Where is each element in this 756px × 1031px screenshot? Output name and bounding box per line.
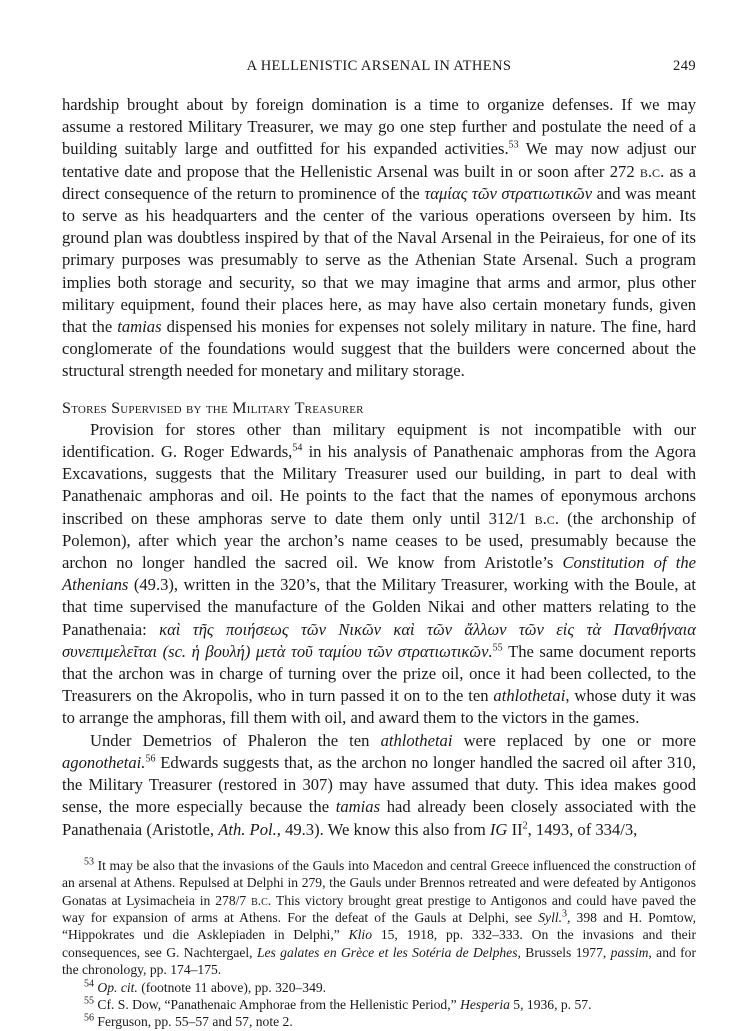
italic-term: tamias — [335, 797, 381, 817]
italic-term: tamias — [117, 317, 162, 337]
text-run: (the archonship of Polemon), after which year the archon’s name ceases to be used, presumably because the archon no longer handled the sacred oil. We know from Aristotle’s — [62, 508, 696, 573]
text-run: , 49.3). We know this also from — [276, 819, 490, 839]
italic-term: athlothetai — [493, 686, 566, 706]
text-run: This victory brought great prestige to Antigonos and could have paved the way for expansion of arms at Athens. For the defeat of the Gauls at Delphi, see — [62, 892, 696, 925]
paragraph-2 — [62, 419, 696, 730]
text-run: II — [507, 819, 523, 839]
work-title: Syll. — [538, 909, 563, 925]
text-run: Ferguson, pp. 55–57 and 57, note 2. — [94, 1014, 293, 1030]
superscript: 3 — [562, 908, 568, 920]
text-run: in his analysis of Panathenaic amphoras from the Agora Excavations, suggests that the Military Treasurer used our building, in part to deal with Panathenaic amphoras and oil. He points to the fact that the names of eponymous archons inscribed on these amphoras serve to date them only until 312/1 — [62, 442, 696, 528]
greek-quotation: ἡ βουλή) μετὰ τοῦ ταμίου τῶν στρατιωτικῶν. — [186, 641, 493, 661]
section-heading: Stores Supervised by the Military Treasurer — [62, 398, 364, 417]
greek-quotation: καὶ τῆς ποιήσεως τῶν Νικῶν καὶ τῶν ἄλλων τῶν εἰς τὰ Παναθήναια συνεπιμελεῖται ( — [62, 619, 696, 661]
text-run: as a direct consequence of the return to prominence of the — [62, 161, 696, 203]
work-title: Klio — [348, 927, 372, 943]
text-run: , and for the chronology, pp. 174–175. — [62, 944, 697, 978]
text-run: 15, 1918, pp. 332–333. On the invasions and their consequences, see G. Nachtergael, — [62, 927, 696, 960]
page-number: 249 — [673, 58, 696, 74]
italic-term: agonothetai. — [62, 752, 146, 772]
running-title: A HELLENISTIC ARSENAL IN ATHENS — [246, 58, 512, 74]
footnote-number: 55 — [84, 995, 94, 1007]
text-run: Under Demetrios of Phaleron the ten — [90, 730, 381, 750]
work-title: Les galates en Grèce et les Sotéria de Delphes — [256, 944, 518, 960]
work-title: IG — [489, 819, 508, 839]
text-run: Provision for stores other than military equipment is not incompatible with our identification. G. Roger Edwards, — [62, 419, 696, 462]
work-title: Constitution of the Athenians — [62, 553, 696, 595]
footnote-number: 56 — [84, 1012, 94, 1024]
superscript: 2 — [522, 819, 528, 831]
footnote-number: 54 — [84, 978, 94, 990]
text-run: 5, 1936, p. 57. — [509, 996, 592, 1012]
text-run: , 1493, of 334/3, — [527, 819, 638, 839]
text-run: It may be also that the invasions of the Gauls into Macedon and central Greece influenced the construction of an arsenal at Athens. Repulsed at Delphi in 279, the Gauls under Brennos retreated and were defeated by Antigonos Gonatas at Lysimacheia in 278/7 — [62, 857, 696, 908]
body-text — [62, 94, 696, 841]
text-run: Edwards suggests that, as the archon no longer handled the sacred oil after 310, the Military Treasurer (restored in 307) may have assumed that duty. This idea makes good sense, the more especially because the — [62, 752, 696, 817]
text-run: were replaced by one or more — [452, 730, 696, 750]
era-abbreviation: b.c. — [534, 508, 559, 528]
greek-phrase: ταμίας τῶν στρατιωτικῶν — [424, 183, 593, 203]
era-abbreviation: b.c. — [251, 892, 272, 908]
footnote-55 — [62, 996, 696, 1013]
footnote-ref-54[interactable]: 54 — [292, 442, 303, 454]
paragraph-1 — [62, 94, 696, 383]
italic-term: sc. — [168, 641, 187, 661]
footnote-number: 53 — [84, 856, 94, 868]
text-run: (footnote 11 above), pp. 320–349. — [137, 979, 327, 995]
text-run: , 398 and H. Pomtow, “Hippokrates und die Asklepiaden in Delphi,” — [62, 909, 696, 943]
text-run: (49.3), written in the 320’s, that the Military Treasurer, working with the Boule, at that time supervised the manufacture of the Golden Nikai and other matters relating to the Panathenaia: — [62, 575, 696, 639]
text-run: Cf. S. Dow, “Panathenaic Amphorae from the Hellenistic Period,” — [94, 996, 461, 1012]
text-run: The same document reports that the archon was in charge of turning over the prize oil, once it had been collected, to the Treasurers on the Akropolis, who in turn passed it on to the ten — [62, 641, 696, 706]
running-header — [62, 58, 696, 84]
footnote-ref-56[interactable]: 56 — [145, 753, 156, 765]
footnote-54 — [62, 979, 696, 996]
text-run: and was meant to serve as his headquarters and the center of the various operations overseen by him. Its ground plan was doubtless inspired by that of the Naval Arsenal in the Peiraieus, for one of its primary purposes was presumably to serve as the Athenian State Arsenal. Such a program implies both storage and security, so that we may imagine that arms and armor, plus other military equipment, found their places here, as may have also certain monetary funds, given that the — [62, 183, 696, 337]
footnotes — [62, 857, 696, 1031]
text-run: We may now adjust our tentative date and propose that the Hellenistic Arsenal was built in or soon after 272 — [62, 139, 697, 181]
footnote-56 — [62, 1013, 696, 1030]
text-run: hardship brought about by foreign domination is a time to organize defenses. If we may assume a restored Military Treasurer, we may go one step further and postulate the need of a building suitably large and outfitted for his expanded activities. — [62, 95, 696, 159]
text-run: , Brussels 1977, — [517, 944, 611, 960]
work-title: Hesperia — [460, 996, 510, 1012]
work-title: Ath. Pol. — [218, 819, 277, 839]
era-abbreviation: b.c. — [639, 161, 665, 181]
text-run: , whose duty it was to arrange the amphoras, fill them with oil, and award them to the victors in the games. — [62, 686, 697, 728]
footnote-53 — [62, 857, 696, 979]
text-run: dispensed his monies for expenses not solely military in nature. The fine, hard conglomerate of the foundations would suggest that the builders were concerned about the structural strength needed for monetary and military storage. — [62, 317, 697, 381]
paragraph-3 — [62, 730, 696, 841]
italic-term: passim — [610, 944, 649, 960]
footnote-ref-55[interactable]: 55 — [492, 642, 503, 654]
footnote-ref-53[interactable]: 53 — [508, 139, 519, 151]
italic-term: Op. cit. — [97, 979, 138, 995]
italic-term: athlothetai — [380, 730, 453, 750]
text-run: had already been closely associated with the Panathenaia (Aristotle, — [62, 797, 696, 839]
